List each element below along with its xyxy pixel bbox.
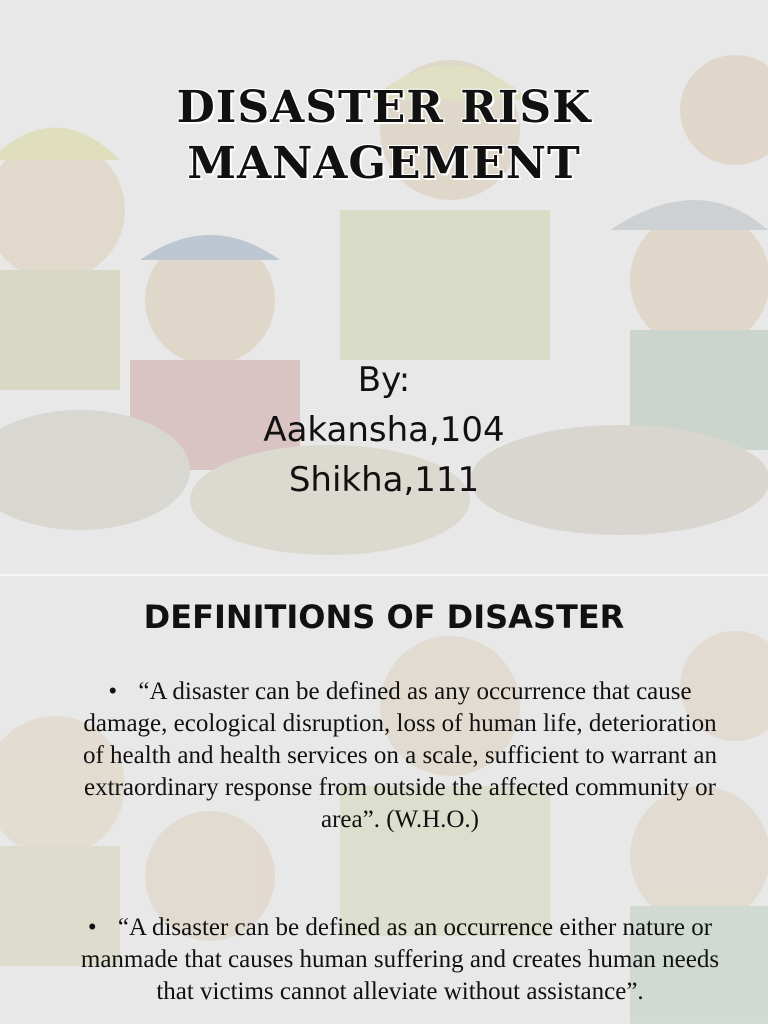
bullet-icon: • [108, 678, 118, 705]
author-shikha: Shikha,111 [288, 460, 480, 500]
definition-second [80, 912, 720, 1008]
slide-title-line1: DISASTER RISK [176, 82, 592, 133]
bullet-icon: • [87, 914, 97, 941]
section-heading: DEFINITIONS OF DISASTER [143, 598, 625, 636]
definition-who [80, 676, 720, 836]
definition-second-text: “A disaster can be defined as an occurrence either nature or manmade that causes human suffering and creates human needs that victims cannot alleviate without assistance”. [80, 914, 720, 1005]
slide-title-line2: MANAGEMENT [187, 138, 581, 189]
by-label: By: [357, 360, 411, 400]
definition-who-text: “A disaster can be defined as any occurrence that cause damage, ecological disruption, loss of human life, deterioration of health and health services on a scale, sufficient to warrant an extraordinary response from outside the affected community or area”. (W.H.O.) [82, 678, 717, 833]
definitions-slide [0, 576, 768, 1024]
author-aakansha: Aakansha,104 [263, 410, 505, 450]
